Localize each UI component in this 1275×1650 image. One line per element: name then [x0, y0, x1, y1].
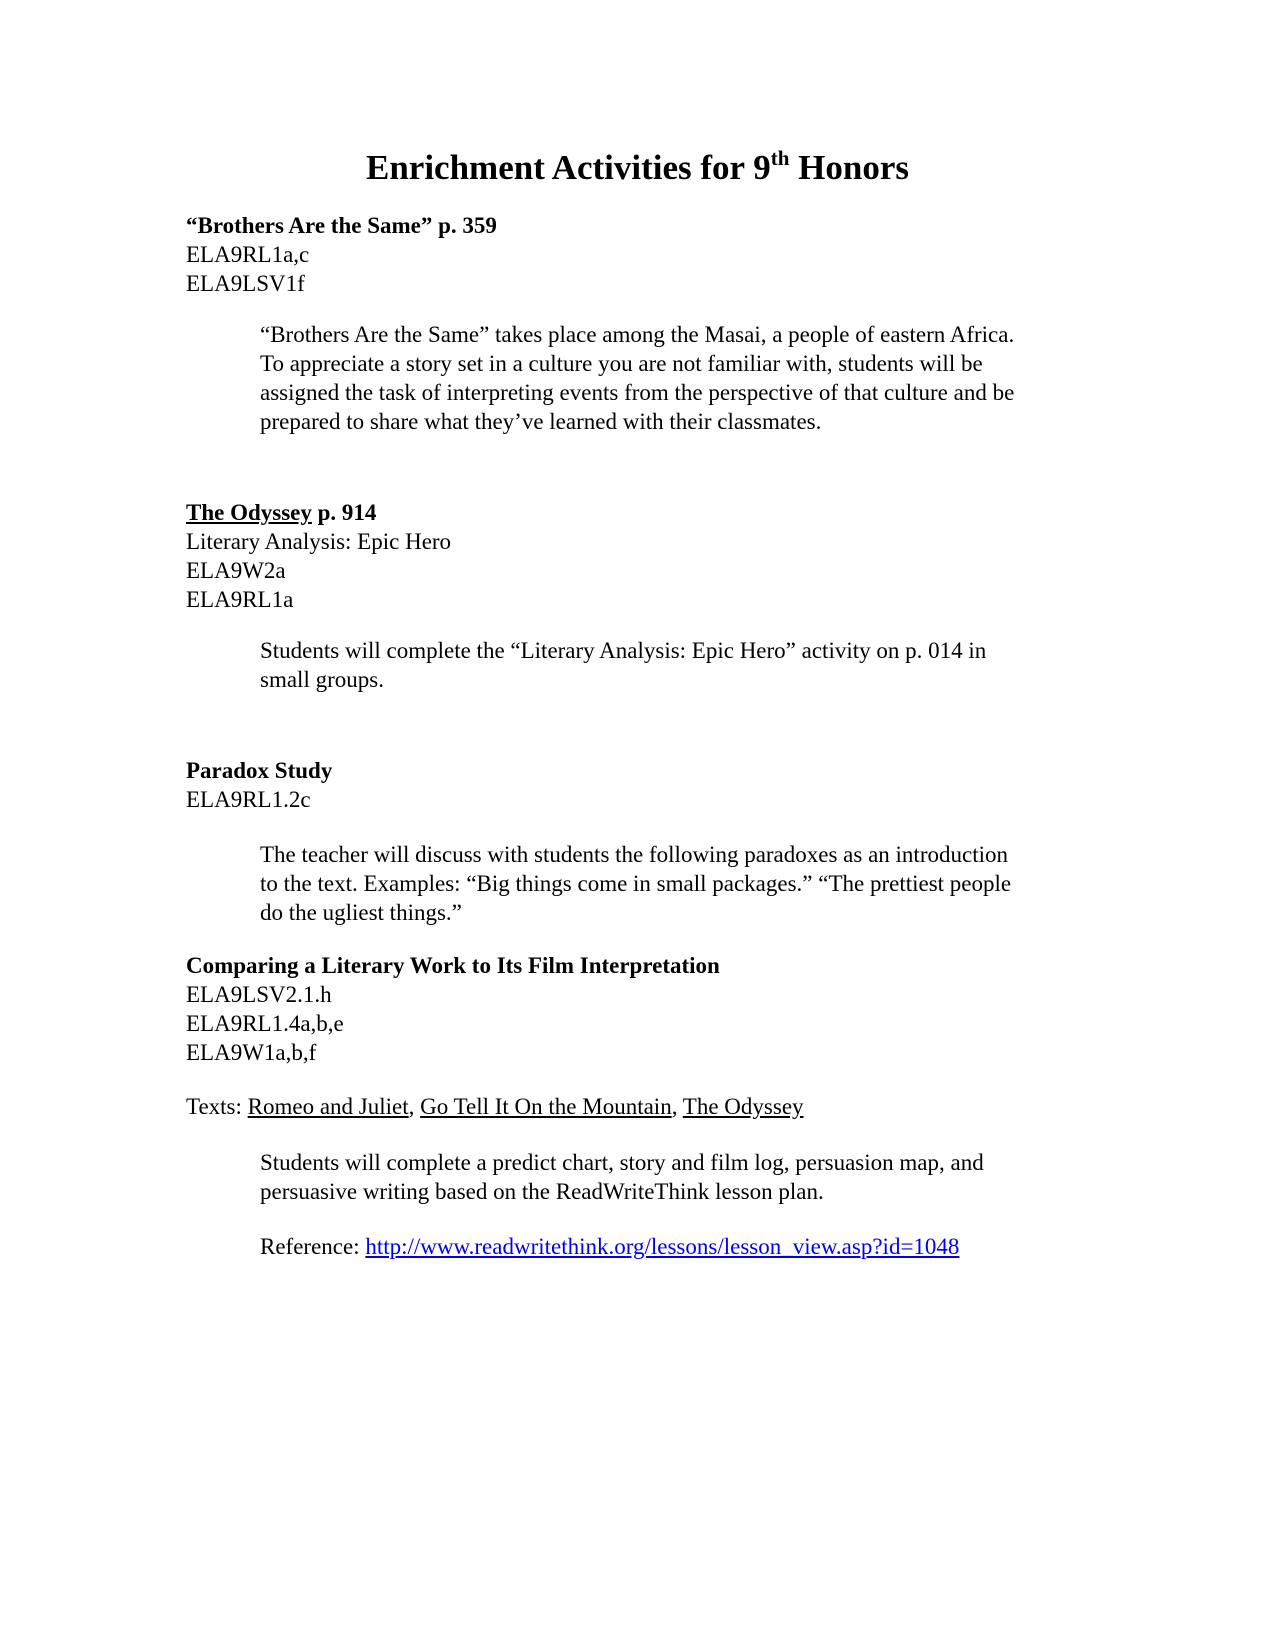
standard-code: ELA9RL1.2c	[186, 787, 311, 812]
title-end: Honors	[789, 148, 909, 187]
reference	[260, 1232, 1100, 1261]
paragraph-line: persuasive writing based on the ReadWriteThink lesson plan.	[260, 1179, 824, 1204]
section-heading: Comparing a Literary Work to Its Film Interpretation	[186, 953, 720, 978]
standard-code: ELA9W2a	[186, 558, 286, 583]
paragraph-line: To appreciate a story set in a culture you are not familiar with, students will be	[260, 351, 983, 376]
section-paradox	[186, 756, 1086, 814]
paragraph-line: The teacher will discuss with students the following paradoxes as an introduction	[260, 842, 1008, 867]
standard-code: ELA9W1a,b,f	[186, 1040, 317, 1065]
section-paragraph	[260, 1148, 1100, 1206]
section-paragraph	[260, 840, 1100, 927]
paragraph-line: small groups.	[260, 667, 384, 692]
paragraph-line: prepared to share what they’ve learned with their classmates.	[260, 409, 822, 434]
texts-list	[186, 1092, 1086, 1121]
section-film-comparison	[186, 951, 1086, 1067]
title-superscript: th	[770, 146, 790, 170]
texts-separator: ,	[408, 1094, 421, 1119]
title-main: Enrichment Activities for 9	[365, 148, 771, 187]
paragraph-line: to the text. Examples: “Big things come in small packages.” “The prettiest people	[260, 871, 1012, 896]
reference-link[interactable]: http://www.readwritethink.org/lessons/lesson_view.asp?id=1048	[365, 1234, 960, 1259]
section-heading	[186, 498, 1086, 527]
standard-code: ELA9RL1a	[186, 587, 294, 612]
section-heading: “Brothers Are the Same” p. 359	[186, 213, 497, 238]
paragraph-line: assigned the task of interpreting events from the perspective of that culture and be	[260, 380, 1015, 405]
paragraph-line: do the ugliest things.”	[260, 900, 462, 925]
texts-line	[186, 1092, 1086, 1121]
paragraph-line: Students will complete the “Literary Analysis: Epic Hero” activity on p. 014 in	[260, 638, 987, 663]
section-paragraph	[260, 320, 1100, 436]
paragraph-line: Students will complete a predict chart, story and film log, persuasion map, and	[260, 1150, 984, 1175]
paragraph-line: “Brothers Are the Same” takes place among the Masai, a people of eastern Africa.	[260, 322, 1015, 347]
text-title: The Odyssey	[682, 1094, 804, 1119]
section-brothers	[186, 211, 1086, 298]
texts-separator: ,	[671, 1094, 683, 1119]
standard-code: ELA9LSV2.1.h	[186, 982, 332, 1007]
page-title	[0, 146, 1275, 190]
section-paragraph	[260, 636, 1100, 694]
reference-label: Reference:	[260, 1234, 366, 1259]
standard-code: ELA9RL1a,c	[186, 242, 310, 267]
section-heading: Paradox Study	[186, 758, 333, 783]
text-title: Romeo and Juliet	[247, 1094, 409, 1119]
page-reference: p. 914	[311, 500, 377, 525]
work-title: The Odyssey	[186, 500, 312, 525]
standard-code: ELA9LSV1f	[186, 271, 305, 296]
standard-code: Literary Analysis: Epic Hero	[186, 529, 452, 554]
text-title: Go Tell It On the Mountain	[420, 1094, 672, 1119]
section-odyssey	[186, 498, 1086, 614]
standard-code: ELA9RL1.4a,b,e	[186, 1011, 344, 1036]
reference-line	[260, 1232, 1100, 1261]
texts-label: Texts:	[186, 1094, 248, 1119]
